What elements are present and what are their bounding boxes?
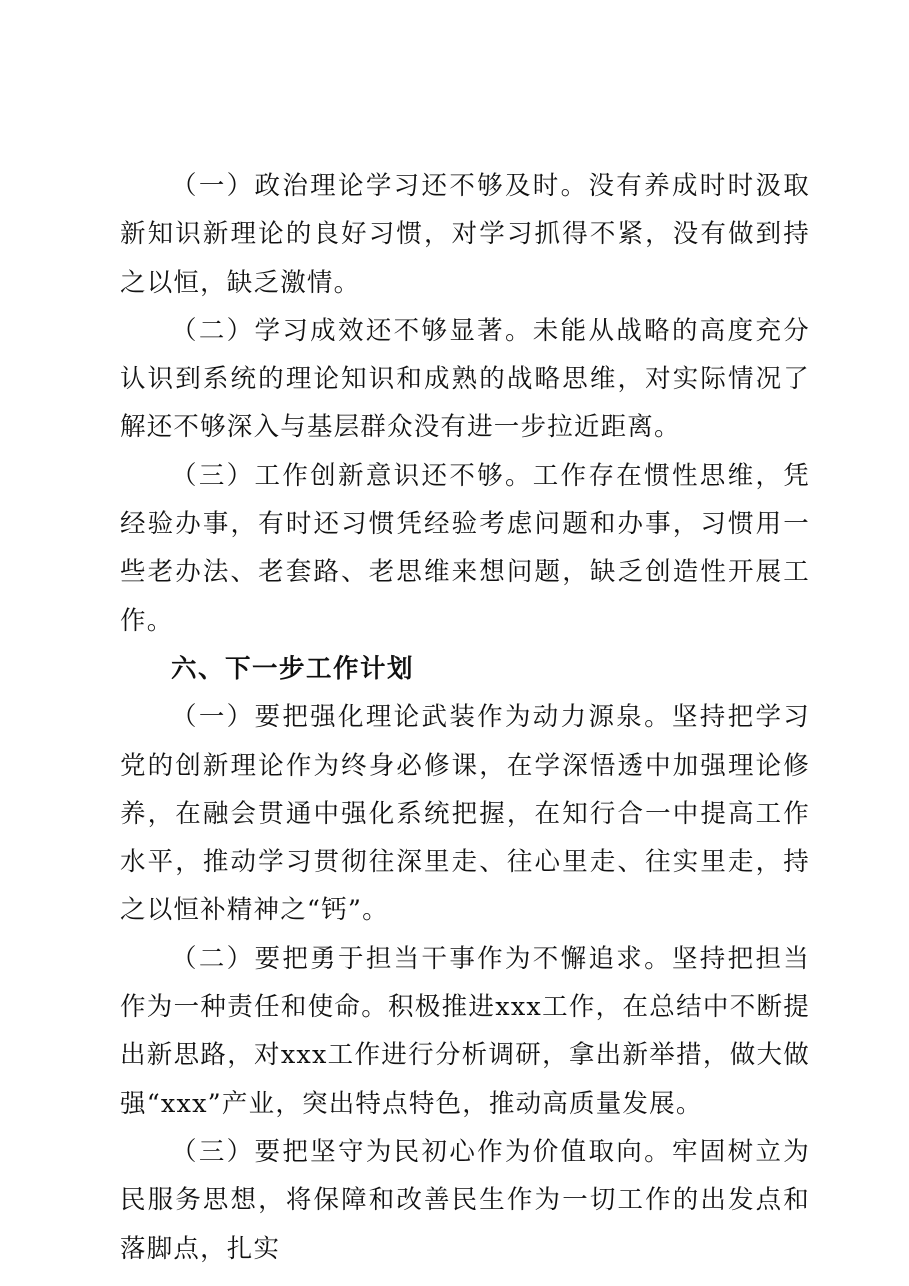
paragraph-problem-2: （二）学习成效还不够显著。未能从战略的高度充分认识到系统的理论知识和成熟的战略思维，对实际情况了解还不够深入与基层群众没有进一步拉近距离。 <box>120 315 810 443</box>
paragraph-plan-1: （一）要把强化理论武装作为动力源泉。坚持把学习党的创新理论作为终身必修课，在学深悟透中加强理论修养，在融会贯通中强化系统把握，在知行合一中提高工作水平，推动学习贯彻往深里走、往心里走、往实里走，持之以恒补精神之“钙”。 <box>120 702 810 926</box>
section-heading: 六、下一步工作计划 <box>171 653 415 684</box>
paragraph-plan-2: （二）要把勇于担当干事作为不懈追求。坚持把担当作为一种责任和使命。积极推进xxx工作，在总结中不断提出新思路，对xxx工作进行分析调研，拿出新举措，做大做强“xxx”产业，突出特点特色，推动高质量发展。 <box>120 943 810 1119</box>
paragraph-problem-3: （三）工作创新意识还不够。工作存在惯性思维，凭经验办事，有时还习惯凭经验考虑问题和办事，习惯用一些老办法、老套路、老思维来想问题，缺乏创造性开展工作。 <box>120 460 810 636</box>
paragraph-plan-3: （三）要把坚守为民初心作为价值取向。牢固树立为民服务思想，将保障和改善民生作为一切工作的出发点和落脚点，扎实 <box>120 1136 810 1264</box>
document-page <box>120 162 810 1273</box>
paragraph-problem-1: （一）政治理论学习还不够及时。没有养成时时汲取新知识新理论的良好习惯，对学习抓得不紧，没有做到持之以恒，缺乏激情。 <box>120 171 810 298</box>
